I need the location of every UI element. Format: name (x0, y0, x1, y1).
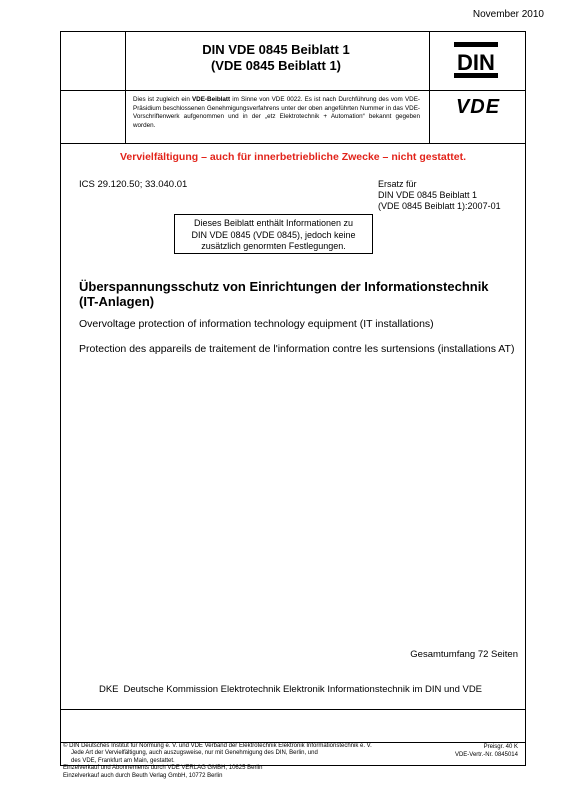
issue-date: November 2010 (472, 9, 544, 20)
note-line3: zusätzlich genormten Festlegungen. (201, 241, 346, 251)
vde-logo (444, 95, 512, 117)
dke-line (61, 684, 525, 695)
sales-line: Einzelverkauf auch durch Beuth Verlag GmbH, 10772 Berlin (63, 772, 223, 779)
title-german-line1: Überspannungsschutz von Einrichtungen der Informationstechnik (79, 279, 489, 294)
divider (429, 32, 430, 143)
din-logo-text: DIN (457, 50, 495, 75)
note-line2: DIN VDE 0845 (VDE 0845), jedoch keine (191, 229, 356, 240)
copyright-line: des VDE, Frankfurt am Main, gestattet. (71, 757, 175, 764)
supplement-note (174, 214, 373, 254)
din-logo (451, 41, 501, 79)
title-german (79, 279, 509, 309)
replaces-block (378, 179, 501, 212)
ics-code: ICS 29.120.50; 33.040.01 (79, 179, 188, 190)
price-group: Preisgr. 40 K (483, 744, 518, 750)
dke-abbr: DKE (98, 684, 119, 695)
vde-notice-text: Dies ist zugleich ein (133, 96, 192, 103)
standard-number-line1: DIN VDE 0845 Beiblatt 1 (202, 42, 350, 57)
divider (61, 90, 525, 91)
footer-copyright (63, 743, 403, 780)
total-pages: Gesamtumfang 72 Seiten (410, 649, 518, 660)
copy-warning: Vervielfältigung – auch für innerbetriebliche Zwecke – nicht gestattet. (119, 151, 466, 163)
vde-notice-text: im Sinne von VDE 0022. Es ist nach Durchführung des vom VDE-Präsidium beschlossenen Genehmigungsverfahrens unter der oben angeführten Nummer in das VDE-Vorschriftenwerk aufgenommen und in der „etz Elektrotechnik + Automation“ bekannt gegeben worden. (133, 96, 420, 129)
replaces-line1: DIN VDE 0845 Beiblatt 1 (378, 190, 478, 200)
copyright-line: Jede Art der Vervielfältigung, auch auszugsweise, nur mit Genehmigung des DIN, Berlin, und (71, 750, 318, 757)
divider (61, 709, 525, 710)
replaces-line2: (VDE 0845 Beiblatt 1):2007-01 (378, 201, 501, 211)
order-number: VDE-Vertr.-Nr. 0845014 (454, 752, 518, 758)
standard-number (125, 42, 427, 74)
vde-logo-text: VDE (455, 96, 501, 117)
note-line1: Dieses Beiblatt enthält Informationen zu (193, 218, 354, 228)
vde-notice-bold: VDE-Beiblatt (191, 96, 231, 103)
title-german-line2: (IT-Anlagen) (79, 294, 155, 309)
replaces-label: Ersatz für (378, 179, 417, 189)
footer-price (455, 743, 518, 759)
vde-notice (133, 96, 420, 130)
title-french: Protection des appareils de traitement de l'information contre les surtensions (installations AT) (79, 343, 515, 355)
sales-line: Einzelverkauf und Abonnements durch VDE VERLAG GMBH, 10625 Berlin (63, 765, 263, 772)
title-english: Overvoltage protection of information technology equipment (IT installations) (79, 318, 434, 330)
copyright-line: © DIN Deutsches Institut für Normung e. V. und VDE Verband der Elektrotechnik Elektronik Informationstechnik e. V. (63, 743, 372, 749)
standard-number-line2: (VDE 0845 Beiblatt 1) (210, 58, 342, 73)
dke-name: Deutsche Kommission Elektrotechnik Elektronik Informationstechnik im DIN und VDE (123, 684, 483, 695)
divider (61, 143, 525, 144)
